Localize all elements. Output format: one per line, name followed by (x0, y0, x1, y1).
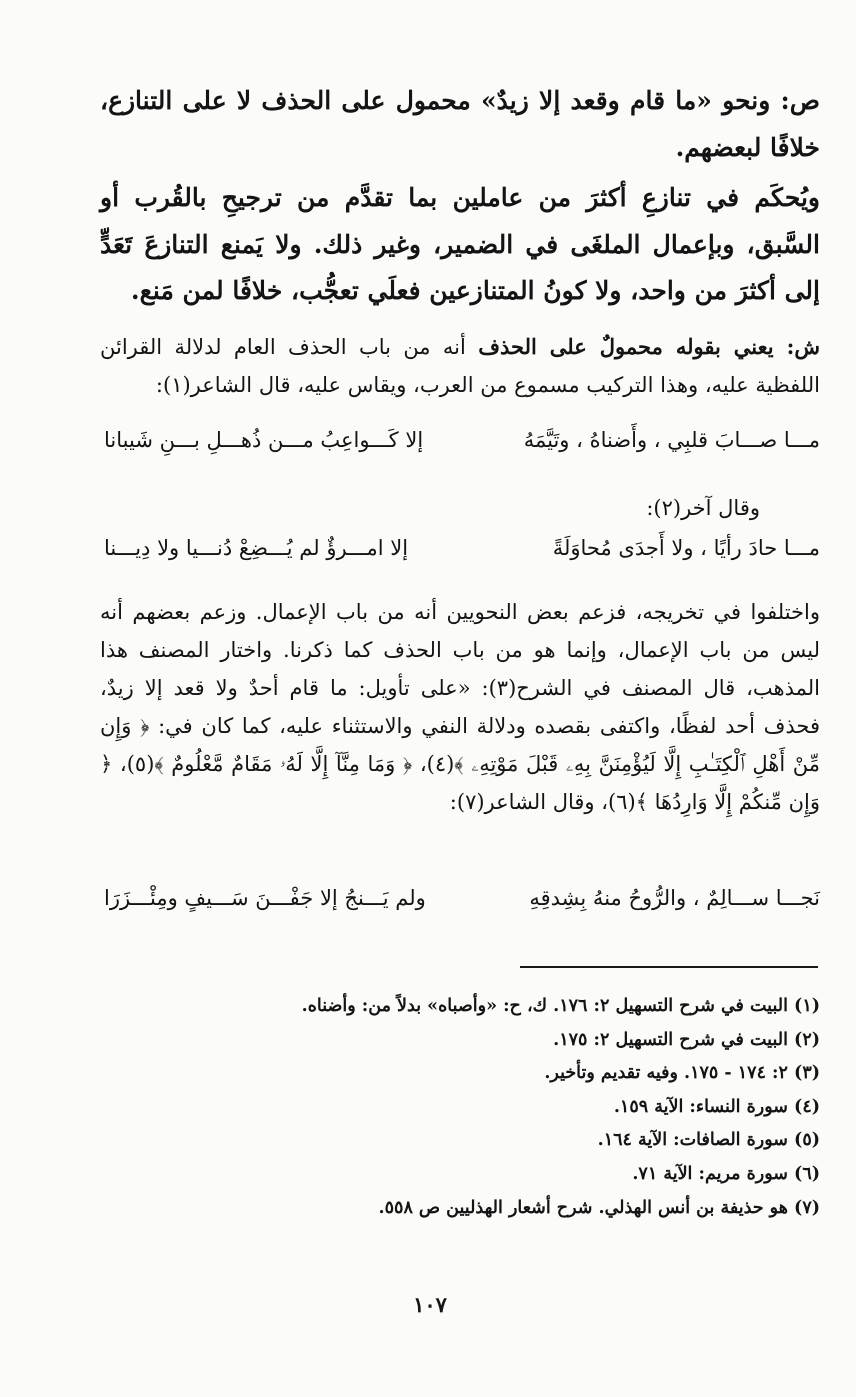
sharh-paragraph-2-text: واختلفوا في تخريجه، فزعم بعض النحويين أنه من باب الإعمال. وزعم بعضهم أنه ليس من باب الإعمال، وإنما هو من باب الحذف كما ذكرنا. واختار المصنف هذا المذهب، قال المصنف في الشرح(٣): «على تأويل: ما قام أحدٌ ولا قعد إلا زيدٌ، فحذف أحد لفظًا، واكتفى بقصده ودلالة النفي والاستثناء عليه، كما كان في: ﴿ وَإِن مِّنْ أَهْلِ ٱلْكِتَـٰبِ إِلَّا لَيُؤْمِنَنَّ بِهِۦ قَبْلَ مَوْتِهِۦ ﴾(٤)، ﴿ وَمَا مِنَّآ إِلَّا لَهُۥ مَقَامٌ مَّعْلُومٌ ﴾(٥)، ﴿ وَإِن مِّنكُمْ إِلَّا وَارِدُهَا ﴾(٦)، وقال الشاعر(٧): (100, 600, 821, 814)
verse-1-first-hemistich: مـــا صـــابَ قلبِي ، وأَضناهُ ، وتَيَّمَهُ (523, 428, 820, 452)
verse-2-second-hemistich: إلا امـــرؤٌ لم يُـــضِعْ دُنـــيا ولا دِيـــنا (104, 536, 409, 560)
footnote-separator (520, 966, 818, 968)
verse-2-intro: وقال آخر(٢): (646, 496, 760, 520)
footnote-3: (٣) ٢: ١٧٤ - ١٧٥. وفيه تقديم وتأخير. (544, 1063, 820, 1084)
verse-1 (104, 420, 820, 460)
footnote-6: (٦) سورة مريم: الآية ٧١. (632, 1163, 820, 1184)
footnote-4: (٤) سورة النساء: الآية ١٥٩. (613, 1096, 820, 1117)
sharh-paragraph-1 (100, 328, 820, 404)
sharh-lead: ش: يعني بقوله محمولٌ على الحذف (478, 334, 820, 359)
sharh-text: أنه من باب الحذف العام لدلالة القرائن اللفظية عليه، وهذا التركيب مسموع من العرب، ويقاس عليه، قال الشاعر(١): (100, 335, 820, 397)
footnote-5: (٥) سورة الصافات: الآية ١٦٤. (597, 1130, 820, 1151)
verse-3 (104, 878, 820, 918)
footnote-7: (٧) هو حذيفة بن أنس الهذلي. شرح أشعار الهذليين ص ٥٥٨. (378, 1197, 820, 1218)
verse-1-second-hemistich: إلا كَـــواعِبُ مـــن ذُهـــلِ بـــنِ شَيبانا (104, 428, 424, 452)
page-number: ١٠٧ (413, 1292, 447, 1317)
verse-2 (104, 528, 820, 568)
footnote-1: (١) البيت في شرح التسهيل ٢: ١٧٦. ك، ح: «وأصباه» بدلاً من: وأضناه. (301, 996, 820, 1016)
matn-paragraph-1: ص: ونحو «ما قام وقعد إلا زيدٌ» محمول على الحذف لا على التنازع، خلافًا لبعضهم. (100, 86, 820, 162)
verse-3-second-hemistich: ولم يَـــنجُ إلا جَفْـــنَ سَـــيفٍ ومِئْـــزَرَا (104, 886, 426, 910)
matn-text (100, 78, 820, 315)
matn-paragraph-2: ويُحكَم في تنازعِ أكثرَ من عاملين بما تقدَّم من ترجيحِ بالقُرب أو السَّبق، وبإعمال الملغَى في الضمير، وغير ذلك. ولا يَمنع التنازعَ تَعَدٍّ إلى أكثرَ من واحد، ولا كونُ المتنازعين فعلَي تعجُّب، خلافًا لمن مَنع. (100, 183, 820, 305)
footnote-2: (٢) البيت في شرح التسهيل ٢: ١٧٥. (553, 1029, 820, 1050)
verse-2-first-hemistich: مـــا حادَ رأيًا ، ولا أَجدَى مُحاوَلَةً (552, 536, 820, 560)
footnotes (180, 990, 820, 1225)
sharh-paragraph-2 (100, 593, 820, 821)
verse-3-first-hemistich: نَجـــا ســـالِمٌ ، والرُّوحُ منهُ بِشِدقِهِ (529, 886, 820, 910)
